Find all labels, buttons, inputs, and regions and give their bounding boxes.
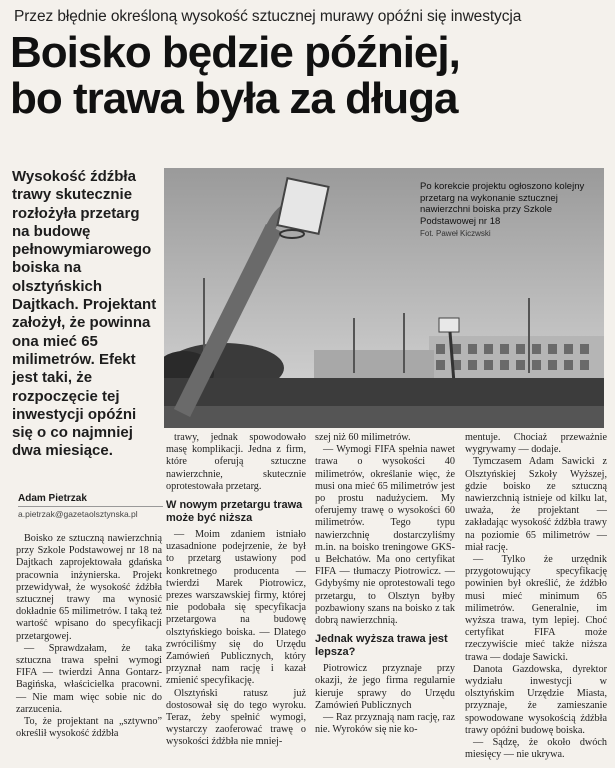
article-kicker: Przez błędnie określoną wysokość sztucznej murawy opóźni się inwestycja (14, 8, 522, 25)
paragraph: To, że projektant na „sztywno” określił wysokość źdźbła (16, 716, 162, 740)
article-lead: Wysokość źdźbła trawy skutecznie rozłożyła przetarg na budowę pełnowymiarowego boiska na olsztyńskich Dajtkach. Projektant założył, że powinna ona mieć 65 milimetrów. Efekt jest taki, że rozpoczęcie tej inwestycji opóźni się o co najmniej dwa miesiące. (12, 168, 157, 460)
paragraph: szej niż 60 milimetrów. (315, 432, 411, 443)
headline-line-2: bo trawa była za długa (10, 74, 458, 123)
subheading: Jednak wyższa trawa jest lepsza? (315, 633, 448, 659)
byline (18, 493, 163, 519)
paragraph: Boisko ze sztuczną nawierzchnią przy Szkole Podstawowej nr 18 na Dajtkach zaprojektowała gdańska pracownia inżynierska. Projekt przewidywał, że wysokość źdźbła sztucznej trawy ma wynosić dokładnie 65 milimetrów. I taką też wartość wpisano do specyfikacji przetargowej. (16, 533, 162, 642)
text-column-3 (315, 432, 455, 736)
paragraph: Tymczasem Adam Sawicki z Olsztyńskiej Szkoły Wyższej, gdzie boisko ze sztuczną nawierzchnią istnieje od kilku lat, uważa, że projektant — zakładając wysokość źdźbła trawy na poziomie 65 milimetrów — miał rację. (465, 456, 607, 553)
paragraph: Piotrowicz przyznaje przy okazji, że jego firma regularnie kieruje sprawy do Urzędu Zamówień Publicznych (315, 663, 455, 711)
text-column-4 (465, 432, 607, 761)
paragraph: — Raz przyznają nam rację, raz nie. Wyroków się nie ko- (315, 712, 455, 736)
photo-credit: Fot. Paweł Kiczwski (420, 229, 491, 238)
article-headline (10, 30, 610, 122)
photo-caption-text: Po korekcie projektu ogłoszono kolejny przetarg na wykonanie sztucznej nawierzchni boiska przy Szkole Podstawowej nr 18 (420, 181, 585, 227)
photo-caption (420, 181, 606, 240)
paragraph: Olsztyński ratusz już dostosował się do tego wyroku. Teraz, żeby spełnić wymogi, wystarczy zaoferować trawę o wysokości źdźbła nie mniej- (166, 687, 306, 748)
paragraph: — Tylko że urzędnik przygotowujący specyfikację powinien był określić, że źdźbło musi mieć minimum 65 milimetrów. Generalnie, im wyższa trawa, tym lepiej. Choć certyfikat FIFA może rzeczywiście mieć także niższa trawa — dodaje Sawicki. (465, 554, 607, 663)
text-column-2 (166, 432, 306, 749)
author-email[interactable]: a.pietrzak@gazetaolsztynska.pl (18, 506, 163, 519)
paragraph: mentuje. Chociaż przeważnie wygrywamy — dodaje. (465, 432, 607, 456)
headline-line-1: Boisko będzie później, (10, 28, 460, 77)
paragraph: Danota Gazdowska, dyrektor wydziału inwestycji w olsztyńskim Urzędzie Miasta, przyznaje, że zamieszanie spowodowane wysokością źdźbła trawy opóźni budowę boiska. (465, 663, 607, 736)
paragraph: — Sprawdzałam, że taka sztuczna trawa spełni wymogi FIFA — twierdzi Anna Gontarz-Bagińska, właścicielka pracowni. — Nie mam więc sobie nic do zarzucenia. (16, 642, 162, 715)
paragraph: trawy, jednak spowodowało masę komplikacji. Jedna z firm, które oferują sztuczne nawierzchnie, skutecznie oprotestowała przetarg. (166, 432, 306, 492)
paragraph: — Moim zdaniem istniało uzasadnione podejrzenie, że był to przetarg ustawiony pod konkretnego producenta — twierdzi Marek Piotrowicz, prezes warszawskiej firmy, której nie podobała się specyfikacja przetargowa na budowę olsztyńskiego boiska. — Dlatego zwróciliśmy się do Urzędu Zamówień Publicznych, który przyznał nam rację i kazał zmienić specyfikację. (166, 529, 306, 687)
author-name: Adam Pietrzak (18, 493, 87, 504)
paragraph: — Sądzę, że około dwóch miesięcy — nie ukrywa. (465, 737, 607, 761)
subheading: W nowym przetargu trawa może być niższa (166, 499, 303, 525)
paragraph: — Wymogi FIFA spełnia nawet trawa o wysokości 40 milimetrów, określanie więc, że musi ona mieć 65 milimetrów jest po prostu nadużyciem. My oferujemy trawę o wysokości 60 milimetrów. Tego typu nawierzchnię dostarczyliśmy m.in. na boisko treningowe GKS-u Bełchatów. Ma ono certyfikat FIFA — tłumaczy Piotrowicz. — Gdybyśmy nie oprotestowali tego przetargu, to Olsztyn byłby pozbawiony szans na boisko z tak dobrą nawierzchnią. (315, 444, 455, 627)
text-column-1 (16, 533, 162, 740)
